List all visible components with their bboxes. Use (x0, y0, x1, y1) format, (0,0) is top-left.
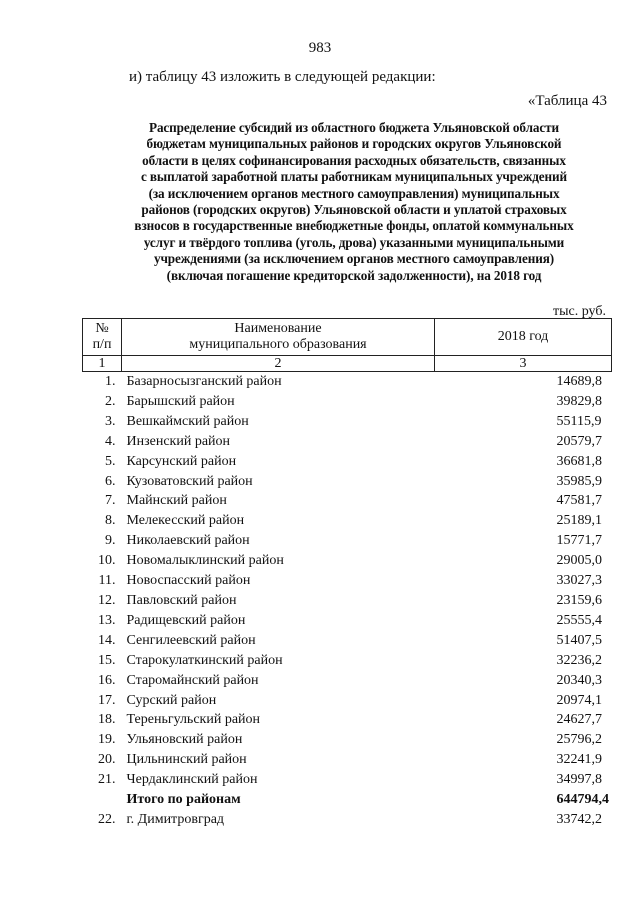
row-name: Новоспасский район (126, 573, 251, 589)
row-num: 16. (98, 672, 116, 688)
row-num: 3. (105, 413, 116, 429)
row-name: Инзенский район (126, 433, 231, 449)
table-row (83, 691, 612, 711)
table-body (83, 372, 612, 830)
table-row (83, 531, 612, 551)
row-value: 20974,1 (556, 692, 602, 708)
row-num: 13. (98, 612, 116, 628)
row-value: 20340,3 (556, 672, 602, 688)
row-num: 4. (105, 433, 116, 449)
row-name: Павловский район (126, 592, 237, 608)
row-num: 19. (98, 732, 116, 748)
header-num (83, 319, 122, 356)
row-name: Ульяновский район (126, 732, 243, 748)
row-value: 39829,8 (556, 393, 602, 409)
table-row (83, 472, 612, 492)
table-row (83, 432, 612, 452)
table-row (83, 452, 612, 472)
table-row (83, 591, 612, 611)
row-num: 7. (105, 493, 116, 509)
row-value: 25189,1 (556, 513, 602, 529)
row-num: 20. (98, 752, 116, 768)
row-value: 32241,9 (556, 752, 602, 768)
row-value: 33027,3 (556, 573, 602, 589)
table-row (83, 750, 612, 770)
row-num: 9. (105, 533, 116, 549)
row-name: Старокулаткинский район (126, 652, 283, 668)
table-row (83, 710, 612, 730)
row-value: 32236,2 (556, 652, 602, 668)
header-name-line2: муниципального образования (189, 337, 367, 352)
row-num: 6. (105, 473, 116, 489)
row-num: 2. (105, 393, 116, 409)
row-num: 22. (98, 811, 116, 827)
row-value: 14689,8 (556, 374, 602, 389)
document-title (98, 120, 610, 284)
title-line: взносов в государственные внебюджетные фонды, оплатой коммунальных (134, 218, 574, 234)
row-value: 47581,7 (556, 493, 602, 509)
title-line: услуг и твёрдого топлива (уголь, дрова) указанными муниципальными (143, 234, 565, 250)
header-num-line2: п/п (92, 337, 112, 352)
row-name: Кузоватовский район (126, 473, 253, 489)
row-name: Майнский район (126, 493, 227, 509)
table-row (83, 491, 612, 511)
column-index: 3 (435, 356, 612, 372)
table-row (83, 372, 612, 392)
subsidy-table (82, 318, 612, 830)
table-row (83, 651, 612, 671)
header-row (83, 319, 612, 356)
table-row (83, 810, 612, 830)
header-year: 2018 год (435, 319, 612, 356)
table-row (83, 392, 612, 412)
title-line: бюджетам муниципальных районов и городских округов Ульяновской (146, 136, 562, 152)
row-num: 11. (98, 573, 116, 589)
page-number: 983 (308, 40, 332, 56)
header-num-line1: № (95, 321, 109, 336)
row-value: 55115,9 (556, 413, 602, 429)
row-num: 18. (98, 712, 116, 728)
table-header (83, 319, 612, 372)
title-line: (за исключением органов местного самоуправления) муниципальных (148, 185, 560, 201)
row-value: 15771,7 (556, 533, 602, 549)
row-value: 35985,9 (556, 473, 602, 489)
header-name-line1: Наименование (234, 321, 322, 336)
row-num: 21. (98, 772, 116, 788)
row-name: Базарносызганский район (126, 374, 282, 389)
row-value: 34997,8 (556, 772, 602, 788)
title-line: (включая погашение кредиторской задолженности), на 2018 год (166, 267, 542, 283)
row-num (83, 790, 122, 810)
row-value: 644794,4 (556, 792, 609, 808)
row-num: 17. (98, 692, 116, 708)
units-label: тыс. руб. (553, 304, 606, 319)
row-name: Барышский район (126, 393, 235, 409)
table-row (83, 770, 612, 790)
row-name: Чердаклинский район (126, 772, 258, 788)
row-num: 15. (98, 652, 116, 668)
title-line: учреждениями (за исключением органов местного самоуправления) (153, 251, 555, 267)
table-row (83, 611, 612, 631)
title-line: области в целях софинансирования расходных обязательств, связанных (142, 152, 566, 168)
row-value: 51407,5 (556, 632, 602, 648)
table-row (83, 551, 612, 571)
intro-text: и) таблицу 43 изложить в следующей редакции: (129, 69, 436, 85)
row-name: Вешкаймский район (126, 413, 249, 429)
row-name: Радищевский район (126, 612, 246, 628)
row-value: 24627,7 (556, 712, 602, 728)
column-index-row (83, 356, 612, 372)
row-name: Николаевский район (126, 533, 250, 549)
row-num: 12. (98, 592, 116, 608)
title-line: с выплатой заработной платы работникам муниципальных учреждений (140, 169, 568, 185)
row-value: 36681,8 (556, 453, 602, 469)
table-row (83, 511, 612, 531)
table-row (83, 730, 612, 750)
column-index: 2 (122, 356, 435, 372)
row-name: Тереньгульский район (126, 712, 261, 728)
header-name (122, 319, 435, 356)
row-value: 23159,6 (556, 592, 602, 608)
row-num: 8. (105, 513, 116, 529)
row-num: 1. (105, 374, 116, 389)
row-name: Мелекесский район (126, 513, 245, 529)
row-value: 25796,2 (556, 732, 602, 748)
table-row (83, 571, 612, 591)
row-num: 5. (105, 453, 116, 469)
row-value: 33742,2 (556, 811, 602, 827)
table-row (83, 631, 612, 651)
row-name: Сурский район (126, 692, 217, 708)
row-name: Карсунский район (126, 453, 237, 469)
row-num: 14. (98, 632, 116, 648)
row-name: Сенгилеевский район (126, 632, 256, 648)
row-num: 10. (98, 553, 116, 569)
total-row (83, 790, 612, 810)
table-label: «Таблица 43 (527, 93, 607, 109)
title-line: районов (городских округов) Ульяновской области и уплатой страховых (141, 202, 567, 218)
row-value: 25555,4 (556, 612, 602, 628)
title-line: Распределение субсидий из областного бюджета Ульяновской области (148, 120, 559, 135)
table-row (83, 671, 612, 691)
row-value: 29005,0 (556, 553, 602, 569)
table-row (83, 412, 612, 432)
row-name: Итого по районам (126, 792, 241, 808)
row-name: Цильнинский район (126, 752, 247, 768)
row-name: Новомалыклинский район (126, 553, 284, 569)
column-index: 1 (83, 356, 122, 372)
row-name: Старомайнский район (126, 672, 259, 688)
row-name: г. Димитровград (126, 811, 225, 827)
row-value: 20579,7 (556, 433, 602, 449)
